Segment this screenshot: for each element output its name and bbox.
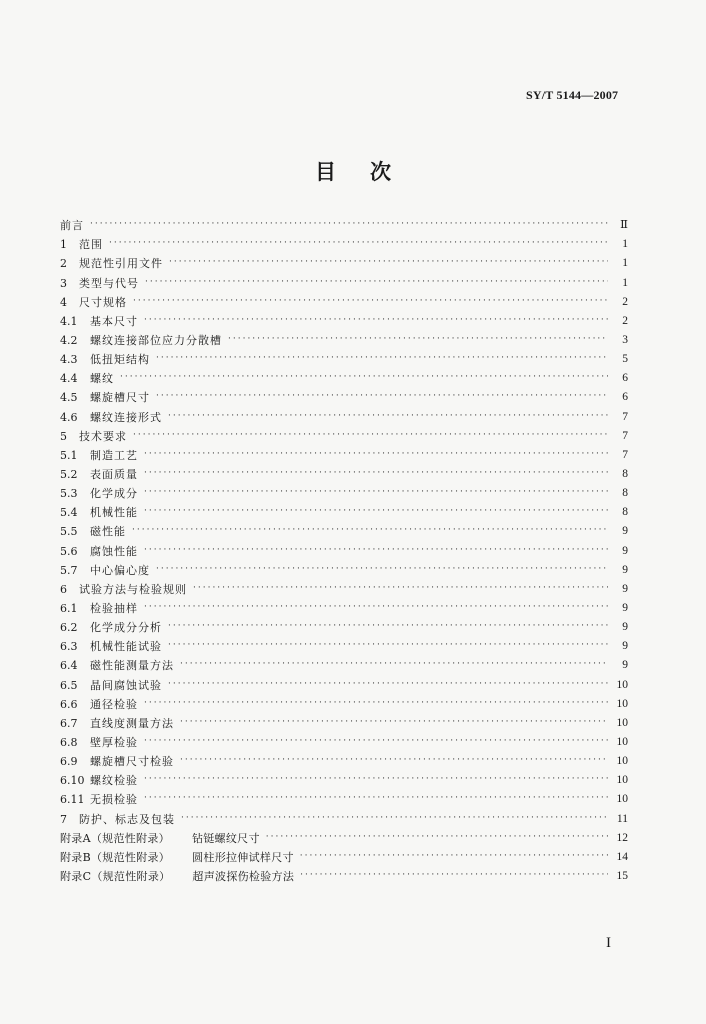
toc-entry-label — [90, 773, 138, 788]
toc-entry[interactable] — [60, 310, 628, 329]
dot-leader — [132, 524, 608, 536]
toc-entry[interactable] — [60, 386, 628, 405]
toc-entry-number: 4.2 — [60, 333, 78, 347]
toc-entry-title: 范围 — [79, 238, 103, 252]
toc-entry-title: 晶间腐蚀试验 — [90, 678, 162, 692]
toc-entry-page: 2 — [622, 314, 628, 327]
toc-entry[interactable] — [60, 271, 628, 290]
toc-entry-title: 附录C（规范性附录） — [60, 869, 171, 883]
toc-entry-label — [90, 639, 162, 654]
toc-entry-page: 6 — [622, 372, 628, 385]
toc-entry[interactable] — [60, 865, 628, 884]
toc-entry-page: 8 — [622, 467, 628, 480]
toc-entry-label — [90, 544, 138, 559]
toc-entry-page: 10 — [616, 678, 628, 691]
toc-entry[interactable] — [60, 807, 628, 826]
toc-entry-title: 类型与代号 — [79, 276, 139, 290]
toc-entry-page: 5 — [622, 353, 628, 366]
toc-entry-title: 螺纹 — [90, 372, 114, 386]
toc-entry[interactable] — [60, 405, 628, 424]
toc-entry[interactable] — [60, 329, 628, 348]
toc-entry-label — [90, 716, 174, 731]
dot-leader — [156, 352, 608, 364]
toc-entry-title: 螺纹连接部位应力分散槽 — [90, 333, 222, 347]
toc-entry[interactable] — [60, 520, 628, 539]
toc-entry-title: 无损检验 — [90, 793, 138, 807]
toc-entry-page: Ⅱ — [620, 219, 628, 232]
toc-entry-number: 4.5 — [60, 391, 78, 405]
toc-entry-title: 制造工艺 — [90, 448, 138, 462]
toc-entry-title: 磁性能测量方法 — [90, 659, 174, 673]
toc-entry[interactable] — [60, 367, 628, 386]
dot-leader — [168, 678, 608, 690]
toc-entry-title: 防护、标志及包装 — [79, 812, 175, 826]
toc-entry[interactable] — [60, 233, 628, 252]
dot-leader — [90, 218, 608, 230]
toc-entry-label — [79, 256, 163, 271]
toc-entry-title: 规范性引用文件 — [79, 257, 163, 271]
toc-entry-page: 6 — [622, 391, 628, 404]
toc-entry-label — [90, 333, 222, 348]
toc-entry-number: 5.4 — [60, 506, 78, 520]
toc-entry-page: 7 — [622, 429, 628, 442]
toc-entry-title: 检验抽样 — [90, 601, 138, 615]
dot-leader — [144, 505, 608, 517]
toc-entry-page: 9 — [622, 659, 628, 672]
toc-entry-number: 5.6 — [60, 544, 78, 558]
toc-entry-title: 磁性能 — [90, 525, 126, 539]
toc-entry-title: 化学成分分析 — [90, 621, 162, 635]
toc-entry-number: 6.1 — [60, 601, 78, 615]
toc-entry[interactable] — [60, 846, 628, 865]
toc-entry[interactable] — [60, 444, 628, 463]
dot-leader — [168, 620, 608, 632]
toc-entry-title: 螺纹检验 — [90, 774, 138, 788]
toc-entry[interactable] — [60, 731, 628, 750]
toc-entry-label — [90, 678, 162, 693]
toc-entry-title: 机械性能试验 — [90, 640, 162, 654]
toc-entry-page: 1 — [622, 276, 628, 289]
toc-entry-title: 中心偏心度 — [90, 563, 150, 577]
toc-entry[interactable] — [60, 214, 628, 233]
toc-entry-label — [90, 371, 114, 386]
toc-entry-number: 2 — [60, 257, 67, 271]
toc-entry-number: 5.5 — [60, 525, 78, 539]
toc-entry[interactable] — [60, 712, 628, 731]
toc-entry-title: 前言 — [60, 219, 84, 233]
toc-entry[interactable] — [60, 827, 628, 846]
toc-entry-number: 5.3 — [60, 487, 78, 501]
dot-leader — [168, 639, 608, 651]
toc-entry[interactable] — [60, 750, 628, 769]
toc-entry-page: 9 — [622, 621, 628, 634]
toc-entry-label — [60, 831, 260, 846]
toc-entry-label — [90, 754, 174, 769]
dot-leader — [144, 314, 608, 326]
toc-entry[interactable] — [60, 616, 628, 635]
toc-entry-page: 8 — [622, 487, 628, 500]
toc-entry-title: 低扭矩结构 — [90, 353, 150, 367]
dot-leader — [180, 716, 608, 728]
dot-leader — [144, 773, 608, 785]
toc-entry-page: 9 — [622, 525, 628, 538]
toc-entry-page: 1 — [622, 238, 628, 251]
toc-entry-page: 10 — [616, 735, 628, 748]
toc-entry[interactable] — [60, 348, 628, 367]
dot-leader — [109, 237, 608, 249]
toc-entry-page: 10 — [616, 774, 628, 787]
dot-leader — [193, 582, 608, 594]
toc-entry-number: 6.8 — [60, 735, 78, 749]
dot-leader — [156, 390, 608, 402]
dot-leader — [144, 735, 608, 747]
toc-entry-title: 通径检验 — [90, 697, 138, 711]
toc-entry-page: 15 — [616, 869, 628, 882]
toc-entry-label — [90, 735, 138, 750]
dot-leader — [144, 544, 608, 556]
dot-leader — [300, 850, 608, 862]
toc-entry-label — [79, 276, 139, 291]
toc-entry[interactable] — [60, 769, 628, 788]
toc-entry-number: 1 — [60, 238, 67, 252]
toc-entry-title: 附录A（规范性附录） — [60, 831, 170, 845]
toc-entry-number: 4.3 — [60, 353, 78, 367]
toc-entry-title: 机械性能 — [90, 506, 138, 520]
toc-entry-title: 螺旋槽尺寸 — [90, 391, 150, 405]
toc-entry[interactable] — [60, 501, 628, 520]
toc-entry-number: 6.6 — [60, 697, 78, 711]
dot-leader — [133, 295, 608, 307]
toc-entry[interactable] — [60, 482, 628, 501]
toc-entry-number: 4.1 — [60, 314, 78, 328]
toc-entry-page: 10 — [616, 697, 628, 710]
toc-entry[interactable] — [60, 788, 628, 807]
toc-entry-number: 7 — [60, 812, 67, 826]
dot-leader — [145, 276, 608, 288]
toc-entry-label — [60, 218, 84, 233]
dot-leader — [180, 754, 608, 766]
toc-entry-number: 3 — [60, 276, 67, 290]
toc-entry-page: 9 — [622, 582, 628, 595]
toc-entry-label — [60, 869, 294, 884]
toc-entry-number: 5.7 — [60, 563, 78, 577]
dot-leader — [144, 448, 608, 460]
toc-entry-number: 4 — [60, 295, 67, 309]
toc-entry-label — [90, 620, 162, 635]
toc-entry-page: 12 — [616, 831, 628, 844]
toc-entry-label — [79, 295, 127, 310]
toc-entry-label — [79, 429, 127, 444]
toc-entry-number: 5.2 — [60, 467, 78, 481]
toc-entry-title: 表面质量 — [90, 467, 138, 481]
toc-entry-number: 5.1 — [60, 448, 78, 462]
dot-leader — [266, 831, 608, 843]
toc-entry-title: 螺纹连接形式 — [90, 410, 162, 424]
dot-leader — [144, 467, 608, 479]
toc-entry-title: 化学成分 — [90, 487, 138, 501]
toc-entry[interactable] — [60, 654, 628, 673]
dot-leader — [144, 486, 608, 498]
toc-entry-subtitle: 超声波探伤检验方法 — [192, 869, 295, 883]
toc-entry-label — [79, 237, 103, 252]
toc-entry-label — [90, 524, 126, 539]
toc-entry-label — [90, 505, 138, 520]
toc-entry[interactable] — [60, 252, 628, 271]
toc-entry-title: 附录B（规范性附录） — [60, 850, 171, 864]
toc-entry-number: 4.4 — [60, 372, 78, 386]
toc-entry-subtitle: 钻铤螺纹尺寸 — [191, 831, 260, 845]
toc-entry[interactable] — [60, 291, 628, 310]
toc-entry-page: 7 — [622, 448, 628, 461]
toc-entry[interactable] — [60, 597, 628, 616]
toc-entry-title: 基本尺寸 — [90, 314, 138, 328]
toc-entry-number: 4.6 — [60, 410, 78, 424]
toc-entry-page: 2 — [622, 295, 628, 308]
toc-entry-page: 9 — [622, 544, 628, 557]
toc-entry-label — [90, 410, 162, 425]
toc-entry-label — [90, 390, 150, 405]
page-number: I — [606, 935, 611, 951]
toc-entry-label — [90, 467, 138, 482]
toc-entry[interactable] — [60, 673, 628, 692]
dot-leader — [228, 333, 608, 345]
toc-entry-label — [90, 697, 138, 712]
toc-entry[interactable] — [60, 559, 628, 578]
toc-entry-title: 螺旋槽尺寸检验 — [90, 755, 174, 769]
toc-entry-number: 5 — [60, 429, 67, 443]
toc-entry-page: 14 — [616, 850, 628, 863]
toc-entry-number: 6.5 — [60, 678, 78, 692]
toc-entry-number: 6.9 — [60, 755, 78, 769]
toc-entry-page: 7 — [622, 410, 628, 423]
toc-entry-number: 6.3 — [60, 640, 78, 654]
toc-entry-number: 6.4 — [60, 659, 78, 673]
dot-leader — [180, 658, 608, 670]
toc-entry-title: 尺寸规格 — [79, 295, 127, 309]
dot-leader — [144, 697, 608, 709]
toc-entry-label — [90, 352, 150, 367]
toc-entry-page: 1 — [622, 257, 628, 270]
toc-entry-page: 11 — [616, 812, 628, 825]
toc-entry-label — [90, 792, 138, 807]
toc-entry-page: 10 — [616, 793, 628, 806]
dot-leader — [120, 371, 608, 383]
toc-entry[interactable] — [60, 425, 628, 444]
toc-entry-page: 9 — [622, 601, 628, 614]
toc-entry-number: 6.11 — [60, 793, 85, 807]
toc-entry-number: 6 — [60, 582, 67, 596]
toc-entry-page: 10 — [616, 716, 628, 729]
toc-entry-title: 试验方法与检验规则 — [79, 582, 187, 596]
dot-leader — [144, 792, 608, 804]
dot-leader — [181, 812, 608, 824]
toc-entry-label — [90, 314, 138, 329]
standard-code: SY/T 5144—2007 — [526, 88, 619, 102]
toc-entry-title: 腐蚀性能 — [90, 544, 138, 558]
toc-entry-label — [90, 563, 150, 578]
dot-leader — [156, 563, 608, 575]
toc-entry[interactable] — [60, 693, 628, 712]
page-title: 目次 — [315, 159, 425, 184]
toc-entry-title: 技术要求 — [79, 429, 127, 443]
toc-entry-subtitle: 圆柱形拉伸试样尺寸 — [192, 850, 294, 864]
toc-entry-page: 3 — [622, 333, 628, 346]
toc-entry-page: 10 — [616, 755, 628, 768]
toc-entry-title: 壁厚检验 — [90, 735, 138, 749]
toc-entry-page: 9 — [622, 563, 628, 576]
toc-entry-number: 6.10 — [60, 774, 85, 788]
toc-entry-label — [90, 658, 174, 673]
toc-entry[interactable] — [60, 635, 628, 654]
toc-entry-number: 6.7 — [60, 716, 78, 730]
dot-leader — [133, 429, 608, 441]
table-of-contents — [60, 214, 628, 884]
toc-entry-label — [90, 486, 138, 501]
toc-entry[interactable] — [60, 463, 628, 482]
toc-entry[interactable] — [60, 539, 628, 558]
dot-leader — [168, 410, 608, 422]
toc-entry[interactable] — [60, 578, 628, 597]
toc-entry-label — [79, 812, 175, 827]
toc-entry-label — [90, 601, 138, 616]
toc-entry-number: 6.2 — [60, 621, 78, 635]
toc-entry-page: 9 — [622, 640, 628, 653]
toc-entry-label — [90, 448, 138, 463]
dot-leader — [300, 869, 608, 881]
toc-entry-label — [60, 850, 294, 865]
dot-leader — [144, 601, 608, 613]
toc-entry-page: 8 — [622, 506, 628, 519]
dot-leader — [169, 256, 608, 268]
toc-entry-title: 直线度测量方法 — [90, 716, 174, 730]
toc-entry-label — [79, 582, 187, 597]
